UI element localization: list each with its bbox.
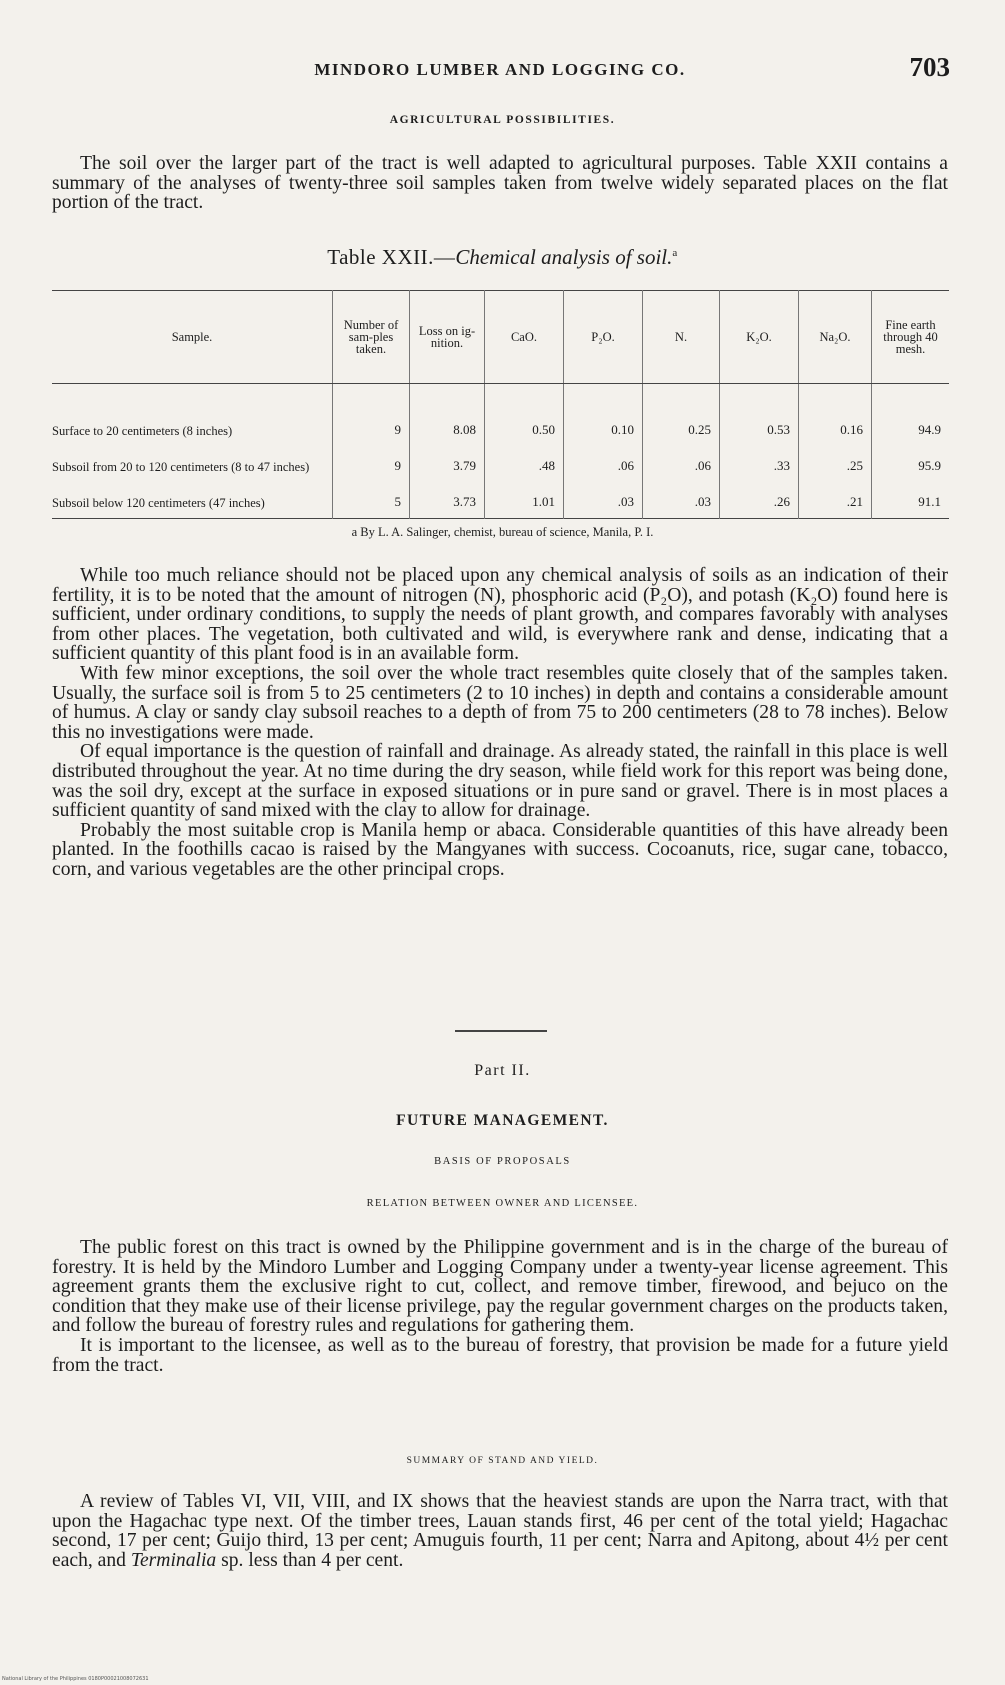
- cell-sample: Surface to 20 centimeters (8 inches): [52, 424, 233, 438]
- cell-number: 9: [333, 384, 410, 439]
- cell-p2o: 0.10: [564, 384, 643, 439]
- cell-na2o: .21: [799, 474, 872, 519]
- col-header-fine-earth: Fine earth through 40 mesh.: [872, 291, 950, 384]
- cell-loss: 3.73: [410, 474, 485, 519]
- cell-sample: Subsoil below 120 centimeters (47 inches): [52, 496, 265, 510]
- cell-n: .03: [643, 474, 720, 519]
- cell-loss: 3.79: [410, 438, 485, 474]
- subheading-basis: BASIS OF PROPOSALS: [434, 1156, 571, 1167]
- paragraph-text-part: A review of Tables VI, VII, VIII, and IX shows that the heaviest stands are upon the Narra tract, with that upon the Hagachac type next. Of the timber trees, Lauan stands first, 46 per cent of the total yield; Hagachac second, 17 per cent; Guijo third, 13 per cent; Amuguis fourth, 11 per cent; Narra and Apitong, about 4½ per cent each, and: [52, 1491, 948, 1571]
- table-dash: —: [433, 245, 456, 269]
- paragraph-text: It is important to the licensee, as well as to the bureau of forestry, that provision be made for a future yield from the tract.: [52, 1334, 948, 1376]
- cell-p2o: .03: [564, 474, 643, 519]
- subheading-summary: SUMMARY OF STAND AND YIELD.: [406, 1456, 599, 1466]
- cell-n: .06: [643, 438, 720, 474]
- paragraph-text: Probably the most suitable crop is Manila hemp or abaca. Considerable quantities of this have already been planted. In the foothills cacao is raised by the Mangyanes with success. Cocoanuts, rice, sugar cane, tobacco, corn, and various vegetables are the other principal crops.: [52, 819, 948, 880]
- col-header-n: N.: [643, 291, 720, 384]
- paragraph-text: The soil over the larger part of the tract is well adapted to agricultural purposes. Table XXII contains a summary of the analyses of twenty-three soil samples taken from twelve widely separated places on the flat portion of the tract.: [52, 153, 948, 214]
- paragraph-text: Of equal importance is the question of rainfall and drainage. As already stated, the rainfall in this place is well distributed throughout the year. At no time during the dry season, while field work for this report was being done, was the soil dry, except at the surface in exposed situations or in pure sand or gravel. There is in most places a sufficient quantity of sand mixed with the clay to allow for drainage.: [52, 741, 948, 822]
- summary-paragraph: [52, 1492, 948, 1570]
- cell-loss: 8.08: [410, 384, 485, 439]
- table-title: [0, 245, 1005, 270]
- running-head: [50, 52, 950, 88]
- body-paragraphs: [52, 566, 948, 880]
- table-footnote: a By L. A. Salinger, chemist, bureau of science, Manila, P. I.: [351, 525, 654, 539]
- section-divider: [455, 1030, 547, 1032]
- paragraph-agri-intro: [52, 154, 948, 213]
- italic-species-name: Terminalia: [130, 1549, 217, 1571]
- paragraph-text: [52, 1492, 948, 1570]
- col-header-p2o: P₂O.: [564, 291, 643, 384]
- cell-n: 0.25: [643, 384, 720, 439]
- table-caption-mark: a: [672, 247, 678, 259]
- cell-p2o: .06: [564, 438, 643, 474]
- part-label: Part II.: [474, 1062, 531, 1079]
- subheading-relation: RELATION BETWEEN OWNER AND LICENSEE.: [366, 1198, 639, 1209]
- library-imprint: National Library of the Philippines 0180P00021008072631: [2, 1676, 149, 1682]
- cell-fine: 94.9: [872, 384, 950, 439]
- part2-paragraphs: [52, 1238, 948, 1375]
- soil-analysis-table: [52, 290, 949, 519]
- cell-na2o: .25: [799, 438, 872, 474]
- col-header-k2o: K₂O.: [720, 291, 799, 384]
- cell-fine: 95.9: [872, 438, 950, 474]
- running-title: MINDORO LUMBER AND LOGGING CO.: [314, 60, 686, 79]
- cell-cao: 0.50: [485, 384, 564, 439]
- cell-k2o: .26: [720, 474, 799, 519]
- paragraph-text: With few minor exceptions, the soil over the whole tract resembles quite closely that of the samples taken. Usually, the surface soil is from 5 to 25 centimeters (2 to 10 inches) in depth and contains a considerable amount of humus. A clay or sandy clay subsoil reaches to a depth of from 75 to 200 centimeters (28 to 78 inches). Below this no investigations were made.: [52, 662, 948, 743]
- cell-number: 9: [333, 438, 410, 474]
- cell-fine: 91.1: [872, 474, 950, 519]
- cell-sample: Subsoil from 20 to 120 centimeters (8 to 47 inches): [52, 460, 310, 474]
- table-row: [52, 384, 949, 439]
- section-heading-agricultural: AGRICULTURAL POSSIBILITIES.: [389, 114, 616, 126]
- col-header-sample: Sample.: [52, 291, 333, 384]
- table-row: [52, 438, 949, 474]
- part-title: FUTURE MANAGEMENT.: [396, 1112, 609, 1129]
- cell-na2o: 0.16: [799, 384, 872, 439]
- cell-cao: .48: [485, 438, 564, 474]
- paragraph-text: The public forest on this tract is owned by the Philippine government and is in the charge of the bureau of forestry. It is held by the Mindoro Lumber and Logging Company under a twenty-year license agreement. This agreement grants them the exclusive right to cut, collect, and remove timber, firewood, and bejuco on the condition that they make use of their license privilege, pay the regular government charges on the products taken, and follow the bureau of forestry rules and regulations for gathering them.: [52, 1237, 948, 1337]
- table-caption: Chemical analysis of soil.: [455, 245, 673, 269]
- col-header-number: Number of sam-ples taken.: [333, 291, 410, 384]
- cell-number: 5: [333, 474, 410, 519]
- table-row: [52, 474, 949, 519]
- cell-k2o: 0.53: [720, 384, 799, 439]
- col-header-na2o: Na₂O.: [799, 291, 872, 384]
- table-label: Table XXII.: [327, 245, 434, 269]
- col-header-loss: Loss on ig-nition.: [410, 291, 485, 384]
- paragraph-text-part: sp. less than 4 per cent.: [221, 1549, 404, 1571]
- cell-cao: 1.01: [485, 474, 564, 519]
- table-header-row: [52, 291, 949, 384]
- cell-k2o: .33: [720, 438, 799, 474]
- paragraph-text: While too much reliance should not be placed upon any chemical analysis of soils as an indication of their fertility, it is to be noted that the amount of nitrogen (N), phosphoric acid (P₂O), and potash (K₂O) found here is sufficient, under ordinary conditions, to supply the needs of plant growth, and compares favorably with analyses from other places. The vegetation, both cultivated and wild, is everywhere rank and dense, indicating that a sufficient quantity of this plant food is in an available form.: [52, 565, 948, 665]
- page-number: 703: [909, 52, 950, 82]
- col-header-cao: CaO.: [485, 291, 564, 384]
